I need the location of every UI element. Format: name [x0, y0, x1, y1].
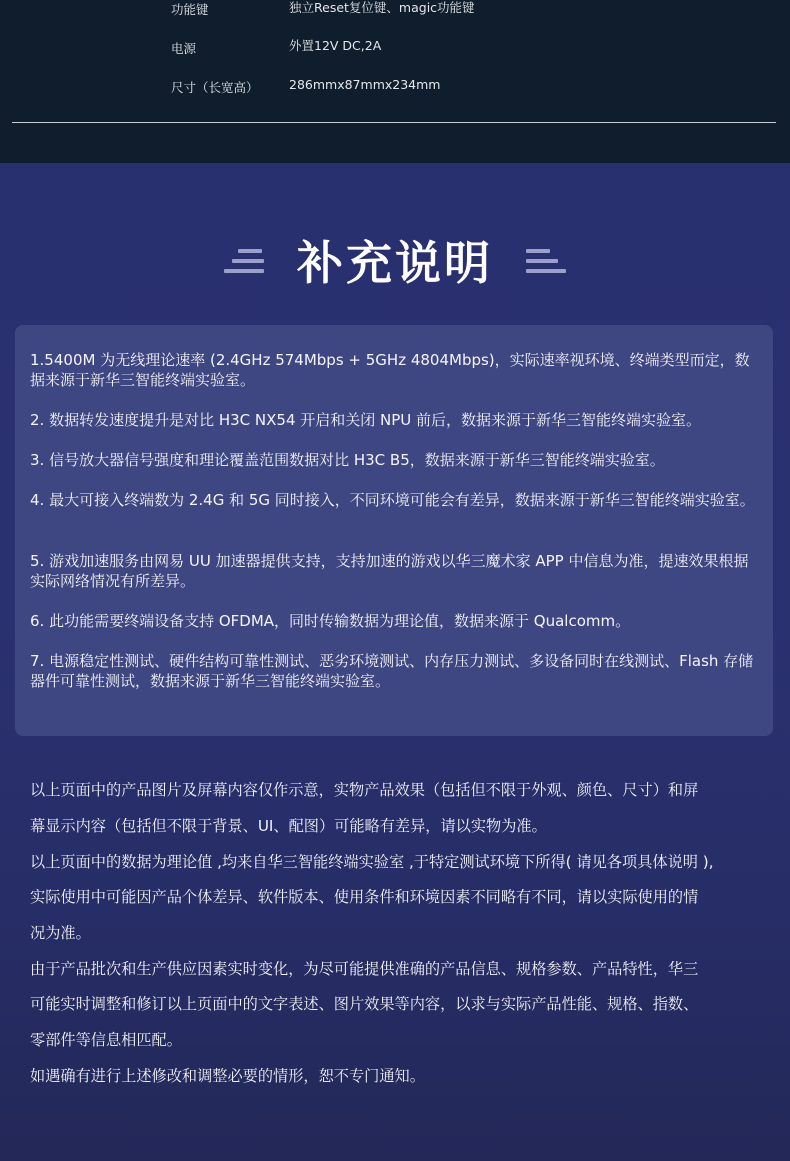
disclaimer-line: 以上页面中的产品图片及屏幕内容仅作示意，实物产品效果（包括但不限于外观、颜色、尺寸）和屏: [30, 781, 699, 799]
disclaimer-line: 由于产品批次和生产供应因素实时变化，为尽可能提供准确的产品信息、规格参数、产品特性，华三: [30, 960, 699, 978]
spec-value-function-keys: 独立Reset复位键、magic功能键: [289, 0, 475, 15]
disclaimer-line: 如遇确有进行上述修改和调整必要的情形，恕不专门通知。: [30, 1067, 425, 1085]
disclaimer-line: 实际使用中可能因产品个体差异、软件版本、使用条件和环境因素不同略有不同，请以实际使用的情: [30, 888, 699, 906]
note-item: 2. 数据转发速度提升是对比 H3C NX54 开启和关闭 NPU 前后，数据来源于新华三智能终端实验室。: [30, 411, 702, 429]
disclaimer-line: 幕显示内容（包括但不限于背景、UI、配图）可能略有差异，请以实物为准。: [30, 817, 547, 835]
note-item: 7. 电源稳定性测试、硬件结构可靠性测试、恶劣环境测试、内存压力测试、多设备同时在线测试、Flash 存储器件可靠性测试，数据来源于新华三智能终端实验室。: [30, 652, 754, 690]
note-item: 6. 此功能需要终端设备支持 OFDMA，同时传输数据为理论值，数据来源于 Qualcomm。: [30, 612, 631, 630]
disclaimer-line: 可能实时调整和修订以上页面中的文字表述、图片效果等内容，以求与实际产品性能、规格、指数、: [30, 995, 699, 1013]
divider: [12, 122, 776, 123]
note-item: 4. 最大可接入终端数为 2.4G 和 5G 同时接入，不同环境可能会有差异，数据来源于新华三智能终端实验室。: [30, 491, 755, 509]
disclaimer-line: 以上页面中的数据为理论值 ,均来自华三智能终端实验室 ,于特定测试环境下所得( 请见各项具体说明 ),: [30, 853, 714, 871]
disclaimer-line: 况为准。: [30, 924, 91, 942]
note-item: 5. 游戏加速服务由网易 UU 加速器提供支持，支持加速的游戏以华三魔术家 APP 中信息为准，提速效果根据实际网络情况有所差异。: [30, 552, 749, 590]
spec-label-power: 电源: [171, 41, 197, 56]
spec-value-power: 外置12V DC,2A: [289, 38, 382, 53]
disclaimer-line: 零部件等信息相匹配。: [30, 1031, 182, 1049]
note-item: 1.5400M 为无线理论速率 (2.4GHz 574Mbps + 5GHz 4804Mbps)，实际速率视环境、终端类型而定，数据来源于新华三智能终端实验室。: [30, 351, 750, 389]
spec-value-dimensions: 286mmx87mmx234mm: [289, 77, 441, 92]
note-item: 3. 信号放大器信号强度和理论覆盖范围数据对比 H3C B5，数据来源于新华三智能终端实验室。: [30, 451, 665, 469]
spec-label-function-keys: 功能键: [171, 2, 209, 17]
section-title: 补充说明: [297, 236, 493, 290]
spec-label-dimensions: 尺寸（长宽高）: [171, 80, 259, 95]
